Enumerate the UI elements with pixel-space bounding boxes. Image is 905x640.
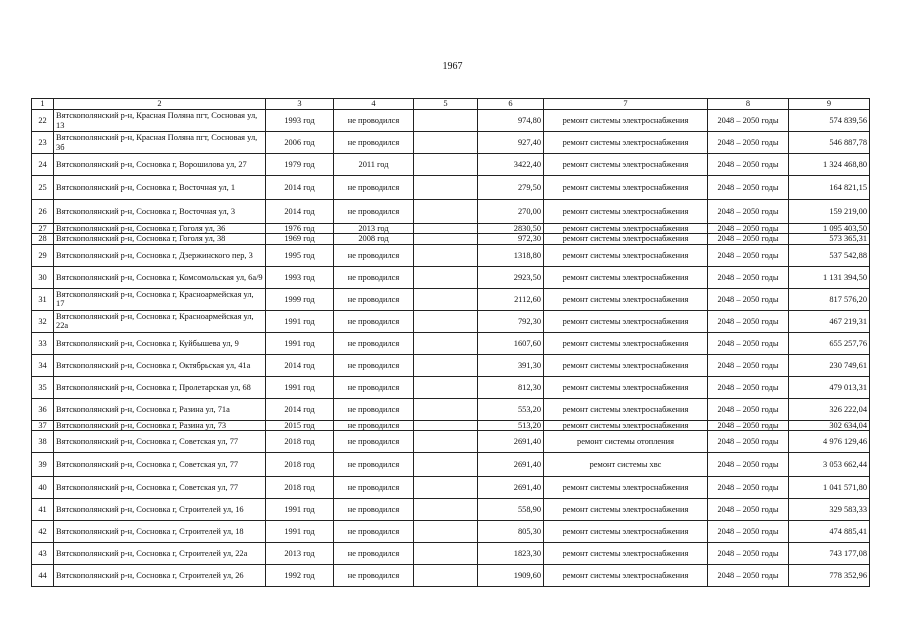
row-number: 38 bbox=[32, 431, 54, 453]
year-built-cell: 2014 год bbox=[266, 176, 334, 200]
cost-cell: 479 013,31 bbox=[789, 376, 870, 398]
last-repair-cell: не проводился bbox=[334, 288, 414, 310]
row-number: 26 bbox=[32, 200, 54, 224]
work-type-cell: ремонт системы электроснабжения bbox=[544, 565, 708, 587]
cost-cell: 574 839,56 bbox=[789, 110, 870, 132]
year-built-cell: 1995 год bbox=[266, 244, 334, 266]
row-number: 33 bbox=[32, 332, 54, 354]
period-cell: 2048 – 2050 годы bbox=[708, 154, 789, 176]
address-cell: Вятскополянский р-н, Сосновка г, Строителей ул, 18 bbox=[54, 521, 266, 543]
last-repair-cell: не проводился bbox=[334, 332, 414, 354]
row-number: 23 bbox=[32, 132, 54, 154]
year-built-cell: 1993 год bbox=[266, 266, 334, 288]
empty-cell bbox=[414, 224, 478, 234]
table-row bbox=[32, 543, 870, 565]
empty-cell bbox=[414, 288, 478, 310]
address-cell: Вятскополянский р-н, Сосновка г, Куйбышева ул, 9 bbox=[54, 332, 266, 354]
work-type-cell: ремонт системы электроснабжения bbox=[544, 200, 708, 224]
cost-cell: 474 885,41 bbox=[789, 521, 870, 543]
column-number-row bbox=[32, 99, 870, 110]
column-header: 2 bbox=[54, 99, 266, 110]
area-cell: 972,30 bbox=[478, 234, 544, 244]
address-cell: Вятскополянский р-н, Сосновка г, Советская ул, 77 bbox=[54, 453, 266, 477]
cost-cell: 159 219,00 bbox=[789, 200, 870, 224]
last-repair-cell: не проводился bbox=[334, 266, 414, 288]
cost-cell: 467 219,31 bbox=[789, 310, 870, 332]
work-type-cell: ремонт системы электроснабжения bbox=[544, 110, 708, 132]
area-cell: 2923,50 bbox=[478, 266, 544, 288]
table-row bbox=[32, 420, 870, 430]
empty-cell bbox=[414, 398, 478, 420]
row-number: 43 bbox=[32, 543, 54, 565]
last-repair-cell: не проводился bbox=[334, 176, 414, 200]
last-repair-cell: 2011 год bbox=[334, 154, 414, 176]
last-repair-cell: не проводился bbox=[334, 310, 414, 332]
work-type-cell: ремонт системы электроснабжения bbox=[544, 234, 708, 244]
cost-cell: 164 821,15 bbox=[789, 176, 870, 200]
last-repair-cell: не проводился bbox=[334, 453, 414, 477]
table-row bbox=[32, 176, 870, 200]
last-repair-cell: не проводился bbox=[334, 132, 414, 154]
address-cell: Вятскополянский р-н, Сосновка г, Гоголя ул, 36 bbox=[54, 224, 266, 234]
empty-cell bbox=[414, 565, 478, 587]
period-cell: 2048 – 2050 годы bbox=[708, 453, 789, 477]
empty-cell bbox=[414, 310, 478, 332]
column-header: 6 bbox=[478, 99, 544, 110]
address-cell: Вятскополянский р-н, Сосновка г, Комсомольская ул, 6а/9 bbox=[54, 266, 266, 288]
area-cell: 553,20 bbox=[478, 398, 544, 420]
period-cell: 2048 – 2050 годы bbox=[708, 200, 789, 224]
table-row bbox=[32, 521, 870, 543]
last-repair-cell: не проводился bbox=[334, 110, 414, 132]
work-type-cell: ремонт системы электроснабжения bbox=[544, 354, 708, 376]
cost-cell: 329 583,33 bbox=[789, 499, 870, 521]
area-cell: 805,30 bbox=[478, 521, 544, 543]
cost-cell: 1 041 571,80 bbox=[789, 477, 870, 499]
period-cell: 2048 – 2050 годы bbox=[708, 244, 789, 266]
cost-cell: 1 324 468,80 bbox=[789, 154, 870, 176]
table-row bbox=[32, 288, 870, 310]
table-row bbox=[32, 224, 870, 234]
cost-cell: 817 576,20 bbox=[789, 288, 870, 310]
table-row bbox=[32, 200, 870, 224]
address-cell: Вятскополянский р-н, Сосновка г, Ворошилова ул, 27 bbox=[54, 154, 266, 176]
address-cell: Вятскополянский р-н, Сосновка г, Строителей ул, 22а bbox=[54, 543, 266, 565]
year-built-cell: 2006 год bbox=[266, 132, 334, 154]
row-number: 30 bbox=[32, 266, 54, 288]
work-type-cell: ремонт системы хвс bbox=[544, 453, 708, 477]
row-number: 29 bbox=[32, 244, 54, 266]
period-cell: 2048 – 2050 годы bbox=[708, 521, 789, 543]
address-cell: Вятскополянский р-н, Сосновка г, Восточная ул, 1 bbox=[54, 176, 266, 200]
area-cell: 2691,40 bbox=[478, 453, 544, 477]
address-cell: Вятскополянский р-н, Красная Поляна пгт, Сосновая ул, 3б bbox=[54, 132, 266, 154]
period-cell: 2048 – 2050 годы bbox=[708, 234, 789, 244]
work-type-cell: ремонт системы электроснабжения bbox=[544, 332, 708, 354]
period-cell: 2048 – 2050 годы bbox=[708, 224, 789, 234]
cost-cell: 537 542,88 bbox=[789, 244, 870, 266]
column-header: 8 bbox=[708, 99, 789, 110]
year-built-cell: 1991 год bbox=[266, 521, 334, 543]
cost-cell: 326 222,04 bbox=[789, 398, 870, 420]
area-cell: 927,40 bbox=[478, 132, 544, 154]
address-cell: Вятскополянский р-н, Сосновка г, Восточная ул, 3 bbox=[54, 200, 266, 224]
year-built-cell: 2015 год bbox=[266, 420, 334, 430]
period-cell: 2048 – 2050 годы bbox=[708, 310, 789, 332]
row-number: 25 bbox=[32, 176, 54, 200]
work-type-cell: ремонт системы электроснабжения bbox=[544, 477, 708, 499]
empty-cell bbox=[414, 110, 478, 132]
row-number: 41 bbox=[32, 499, 54, 521]
last-repair-cell: не проводился bbox=[334, 420, 414, 430]
year-built-cell: 1991 год bbox=[266, 376, 334, 398]
housing-repair-table bbox=[31, 98, 870, 587]
cost-cell: 655 257,76 bbox=[789, 332, 870, 354]
period-cell: 2048 – 2050 годы bbox=[708, 376, 789, 398]
area-cell: 513,20 bbox=[478, 420, 544, 430]
work-type-cell: ремонт системы электроснабжения bbox=[544, 521, 708, 543]
address-cell: Вятскополянский р-н, Сосновка г, Красноармейская ул, 22а bbox=[54, 310, 266, 332]
period-cell: 2048 – 2050 годы bbox=[708, 132, 789, 154]
empty-cell bbox=[414, 354, 478, 376]
table-body bbox=[32, 110, 870, 587]
work-type-cell: ремонт системы электроснабжения bbox=[544, 154, 708, 176]
address-cell: Вятскополянский р-н, Сосновка г, Советская ул, 77 bbox=[54, 431, 266, 453]
table-row bbox=[32, 266, 870, 288]
cost-cell: 3 053 662,44 bbox=[789, 453, 870, 477]
table-row bbox=[32, 310, 870, 332]
work-type-cell: ремонт системы электроснабжения bbox=[544, 176, 708, 200]
work-type-cell: ремонт системы электроснабжения bbox=[544, 543, 708, 565]
empty-cell bbox=[414, 420, 478, 430]
year-built-cell: 2018 год bbox=[266, 477, 334, 499]
year-built-cell: 2018 год bbox=[266, 431, 334, 453]
table-row bbox=[32, 376, 870, 398]
empty-cell bbox=[414, 499, 478, 521]
column-header: 3 bbox=[266, 99, 334, 110]
address-cell: Вятскополянский р-н, Сосновка г, Красноармейская ул, 17 bbox=[54, 288, 266, 310]
area-cell: 1823,30 bbox=[478, 543, 544, 565]
empty-cell bbox=[414, 244, 478, 266]
year-built-cell: 2014 год bbox=[266, 200, 334, 224]
address-cell: Вятскополянский р-н, Сосновка г, Строителей ул, 26 bbox=[54, 565, 266, 587]
empty-cell bbox=[414, 376, 478, 398]
empty-cell bbox=[414, 453, 478, 477]
area-cell: 270,00 bbox=[478, 200, 544, 224]
last-repair-cell: 2013 год bbox=[334, 224, 414, 234]
table-row bbox=[32, 332, 870, 354]
empty-cell bbox=[414, 477, 478, 499]
work-type-cell: ремонт системы электроснабжения bbox=[544, 499, 708, 521]
address-cell: Вятскополянский р-н, Сосновка г, Разина ул, 73 bbox=[54, 420, 266, 430]
table-row bbox=[32, 477, 870, 499]
area-cell: 2112,60 bbox=[478, 288, 544, 310]
last-repair-cell: не проводился bbox=[334, 499, 414, 521]
address-cell: Вятскополянский р-н, Сосновка г, Строителей ул, 16 bbox=[54, 499, 266, 521]
area-cell: 391,30 bbox=[478, 354, 544, 376]
year-built-cell: 2018 год bbox=[266, 453, 334, 477]
work-type-cell: ремонт системы электроснабжения bbox=[544, 244, 708, 266]
last-repair-cell: не проводился bbox=[334, 244, 414, 266]
cost-cell: 4 976 129,46 bbox=[789, 431, 870, 453]
row-number: 44 bbox=[32, 565, 54, 587]
work-type-cell: ремонт системы электроснабжения bbox=[544, 288, 708, 310]
column-header: 5 bbox=[414, 99, 478, 110]
period-cell: 2048 – 2050 годы bbox=[708, 420, 789, 430]
last-repair-cell: не проводился bbox=[334, 565, 414, 587]
address-cell: Вятскополянский р-н, Сосновка г, Октябрьская ул, 41а bbox=[54, 354, 266, 376]
last-repair-cell: 2008 год bbox=[334, 234, 414, 244]
cost-cell: 743 177,08 bbox=[789, 543, 870, 565]
last-repair-cell: не проводился bbox=[334, 521, 414, 543]
work-type-cell: ремонт системы электроснабжения bbox=[544, 266, 708, 288]
period-cell: 2048 – 2050 годы bbox=[708, 332, 789, 354]
row-number: 40 bbox=[32, 477, 54, 499]
table-row bbox=[32, 132, 870, 154]
work-type-cell: ремонт системы электроснабжения bbox=[544, 420, 708, 430]
work-type-cell: ремонт системы электроснабжения bbox=[544, 398, 708, 420]
area-cell: 2830,50 bbox=[478, 224, 544, 234]
empty-cell bbox=[414, 431, 478, 453]
last-repair-cell: не проводился bbox=[334, 477, 414, 499]
address-cell: Вятскополянский р-н, Сосновка г, Разина ул, 71а bbox=[54, 398, 266, 420]
area-cell: 1909,60 bbox=[478, 565, 544, 587]
work-type-cell: ремонт системы электроснабжения bbox=[544, 224, 708, 234]
row-number: 35 bbox=[32, 376, 54, 398]
year-built-cell: 2013 год bbox=[266, 543, 334, 565]
year-built-cell: 1993 год bbox=[266, 110, 334, 132]
empty-cell bbox=[414, 132, 478, 154]
period-cell: 2048 – 2050 годы bbox=[708, 354, 789, 376]
last-repair-cell: не проводился bbox=[334, 200, 414, 224]
cost-cell: 1 131 394,50 bbox=[789, 266, 870, 288]
work-type-cell: ремонт системы отопления bbox=[544, 431, 708, 453]
work-type-cell: ремонт системы электроснабжения bbox=[544, 132, 708, 154]
area-cell: 1318,80 bbox=[478, 244, 544, 266]
row-number: 39 bbox=[32, 453, 54, 477]
row-number: 31 bbox=[32, 288, 54, 310]
column-header: 7 bbox=[544, 99, 708, 110]
row-number: 36 bbox=[32, 398, 54, 420]
row-number: 37 bbox=[32, 420, 54, 430]
area-cell: 2691,40 bbox=[478, 431, 544, 453]
area-cell: 1607,60 bbox=[478, 332, 544, 354]
cost-cell: 778 352,96 bbox=[789, 565, 870, 587]
year-built-cell: 1991 год bbox=[266, 332, 334, 354]
row-number: 32 bbox=[32, 310, 54, 332]
year-built-cell: 1969 год bbox=[266, 234, 334, 244]
table-row bbox=[32, 398, 870, 420]
year-built-cell: 1976 год bbox=[266, 224, 334, 234]
period-cell: 2048 – 2050 годы bbox=[708, 477, 789, 499]
year-built-cell: 2014 год bbox=[266, 354, 334, 376]
last-repair-cell: не проводился bbox=[334, 543, 414, 565]
address-cell: Вятскополянский р-н, Сосновка г, Дзержинского пер, 3 bbox=[54, 244, 266, 266]
work-type-cell: ремонт системы электроснабжения bbox=[544, 376, 708, 398]
year-built-cell: 1991 год bbox=[266, 499, 334, 521]
row-number: 34 bbox=[32, 354, 54, 376]
empty-cell bbox=[414, 543, 478, 565]
work-type-cell: ремонт системы электроснабжения bbox=[544, 310, 708, 332]
table-row bbox=[32, 244, 870, 266]
period-cell: 2048 – 2050 годы bbox=[708, 110, 789, 132]
address-cell: Вятскополянский р-н, Сосновка г, Пролетарская ул, 68 bbox=[54, 376, 266, 398]
empty-cell bbox=[414, 176, 478, 200]
table-row bbox=[32, 234, 870, 244]
cost-cell: 573 365,31 bbox=[789, 234, 870, 244]
table-row bbox=[32, 154, 870, 176]
table-row bbox=[32, 354, 870, 376]
period-cell: 2048 – 2050 годы bbox=[708, 431, 789, 453]
area-cell: 3422,40 bbox=[478, 154, 544, 176]
row-number: 42 bbox=[32, 521, 54, 543]
row-number: 27 bbox=[32, 224, 54, 234]
column-header: 4 bbox=[334, 99, 414, 110]
empty-cell bbox=[414, 234, 478, 244]
table-row bbox=[32, 110, 870, 132]
area-cell: 558,90 bbox=[478, 499, 544, 521]
year-built-cell: 1992 год bbox=[266, 565, 334, 587]
area-cell: 812,30 bbox=[478, 376, 544, 398]
last-repair-cell: не проводился bbox=[334, 398, 414, 420]
address-cell: Вятскополянский р-н, Сосновка г, Гоголя ул, 38 bbox=[54, 234, 266, 244]
last-repair-cell: не проводился bbox=[334, 354, 414, 376]
period-cell: 2048 – 2050 годы bbox=[708, 398, 789, 420]
year-built-cell: 1999 год bbox=[266, 288, 334, 310]
empty-cell bbox=[414, 266, 478, 288]
table-row bbox=[32, 431, 870, 453]
empty-cell bbox=[414, 154, 478, 176]
period-cell: 2048 – 2050 годы bbox=[708, 266, 789, 288]
area-cell: 2691,40 bbox=[478, 477, 544, 499]
cost-cell: 546 887,78 bbox=[789, 132, 870, 154]
area-cell: 279,50 bbox=[478, 176, 544, 200]
cost-cell: 302 634,04 bbox=[789, 420, 870, 430]
last-repair-cell: не проводился bbox=[334, 431, 414, 453]
page-number: 1967 bbox=[442, 61, 463, 72]
cost-cell: 1 095 403,50 bbox=[789, 224, 870, 234]
address-cell: Вятскополянский р-н, Сосновка г, Советская ул, 77 bbox=[54, 477, 266, 499]
column-header: 1 bbox=[32, 99, 54, 110]
table-row bbox=[32, 565, 870, 587]
row-number: 22 bbox=[32, 110, 54, 132]
row-number: 28 bbox=[32, 234, 54, 244]
empty-cell bbox=[414, 200, 478, 224]
table-row bbox=[32, 499, 870, 521]
row-number: 24 bbox=[32, 154, 54, 176]
year-built-cell: 1991 год bbox=[266, 310, 334, 332]
column-header: 9 bbox=[789, 99, 870, 110]
last-repair-cell: не проводился bbox=[334, 376, 414, 398]
period-cell: 2048 – 2050 годы bbox=[708, 565, 789, 587]
address-cell: Вятскополянский р-н, Красная Поляна пгт, Сосновая ул, 13 bbox=[54, 110, 266, 132]
year-built-cell: 2014 год bbox=[266, 398, 334, 420]
period-cell: 2048 – 2050 годы bbox=[708, 176, 789, 200]
year-built-cell: 1979 год bbox=[266, 154, 334, 176]
cost-cell: 230 749,61 bbox=[789, 354, 870, 376]
period-cell: 2048 – 2050 годы bbox=[708, 499, 789, 521]
area-cell: 974,80 bbox=[478, 110, 544, 132]
period-cell: 2048 – 2050 годы bbox=[708, 543, 789, 565]
empty-cell bbox=[414, 521, 478, 543]
period-cell: 2048 – 2050 годы bbox=[708, 288, 789, 310]
area-cell: 792,30 bbox=[478, 310, 544, 332]
table-row bbox=[32, 453, 870, 477]
empty-cell bbox=[414, 332, 478, 354]
